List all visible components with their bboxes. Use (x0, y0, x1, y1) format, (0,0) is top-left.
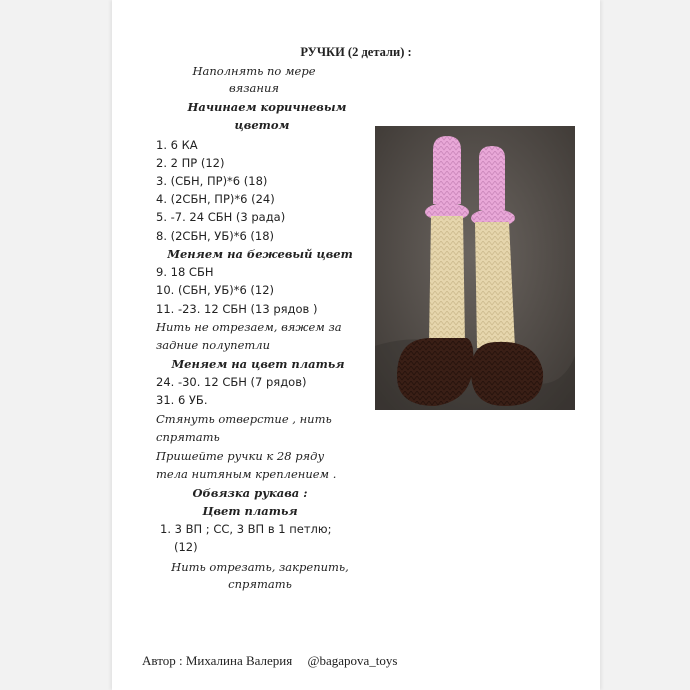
row-11-23: 11. -23. 12 СБН (13 рядов ) (156, 302, 318, 316)
back-loop-note-2: задние полупетли (156, 338, 271, 352)
start-color-line-1: Начинаем коричневым (187, 100, 347, 114)
tighten-note-1: Стянуть отверстие , нить (156, 412, 332, 426)
author-credit: Автор : Михалина Валерия (142, 653, 293, 668)
page-footer (142, 653, 397, 669)
fill-note-line-1: Наполнять по мере (192, 64, 316, 78)
back-loop-note-1: Нить не отрезаем, вяжем за (156, 320, 342, 334)
start-color-line-2: цветом (234, 118, 290, 132)
row-8: 8. (2СБН, УБ)*6 (18) (156, 229, 275, 243)
tighten-note-2: спрятать (156, 430, 220, 444)
row-24-30: 24. -30. 12 СБН (7 рядов) (156, 375, 307, 389)
sleeve-end-note-2: спрятать (228, 577, 292, 591)
fill-note-line-2: вязания (228, 81, 280, 95)
change-beige-heading: Меняем на бежевый цвет (167, 247, 353, 261)
sleeve-end-note-1: Нить отрезать, закрепить, (171, 560, 349, 574)
row-31: 31. 6 УБ. (156, 393, 208, 407)
row-2: 2. 2 ПР (12) (156, 156, 225, 170)
row-4: 4. (2СБН, ПР)*6 (24) (156, 192, 275, 206)
sleeve-heading: Обвязка рукава : (192, 486, 308, 500)
sleeve-row-1: 1. 3 ВП ; СС, 3 ВП в 1 петлю; (160, 522, 332, 536)
change-dress-heading: Меняем на цвет платья (171, 357, 345, 371)
row-9: 9. 18 СБН (156, 265, 214, 279)
row-1: 1. 6 КА (156, 138, 198, 152)
row-10: 10. (СБН, УБ)*6 (12) (156, 283, 275, 297)
sleeve-color: Цвет платья (202, 504, 298, 518)
instagram-handle: @bagapova_toys (307, 653, 398, 668)
crochet-arms-photo (375, 126, 575, 410)
sew-note-1: Пришейте ручки к 28 ряду (156, 449, 325, 463)
sleeve-row-1-count: (12) (174, 540, 198, 554)
row-5-7: 5. -7. 24 СБН (3 рада) (156, 210, 286, 224)
sew-note-2: тела нитяным креплением . (156, 467, 337, 481)
section-title: РУЧКИ (2 детали) : (300, 45, 412, 59)
row-3: 3. (СБН, ПР)*6 (18) (156, 174, 268, 188)
